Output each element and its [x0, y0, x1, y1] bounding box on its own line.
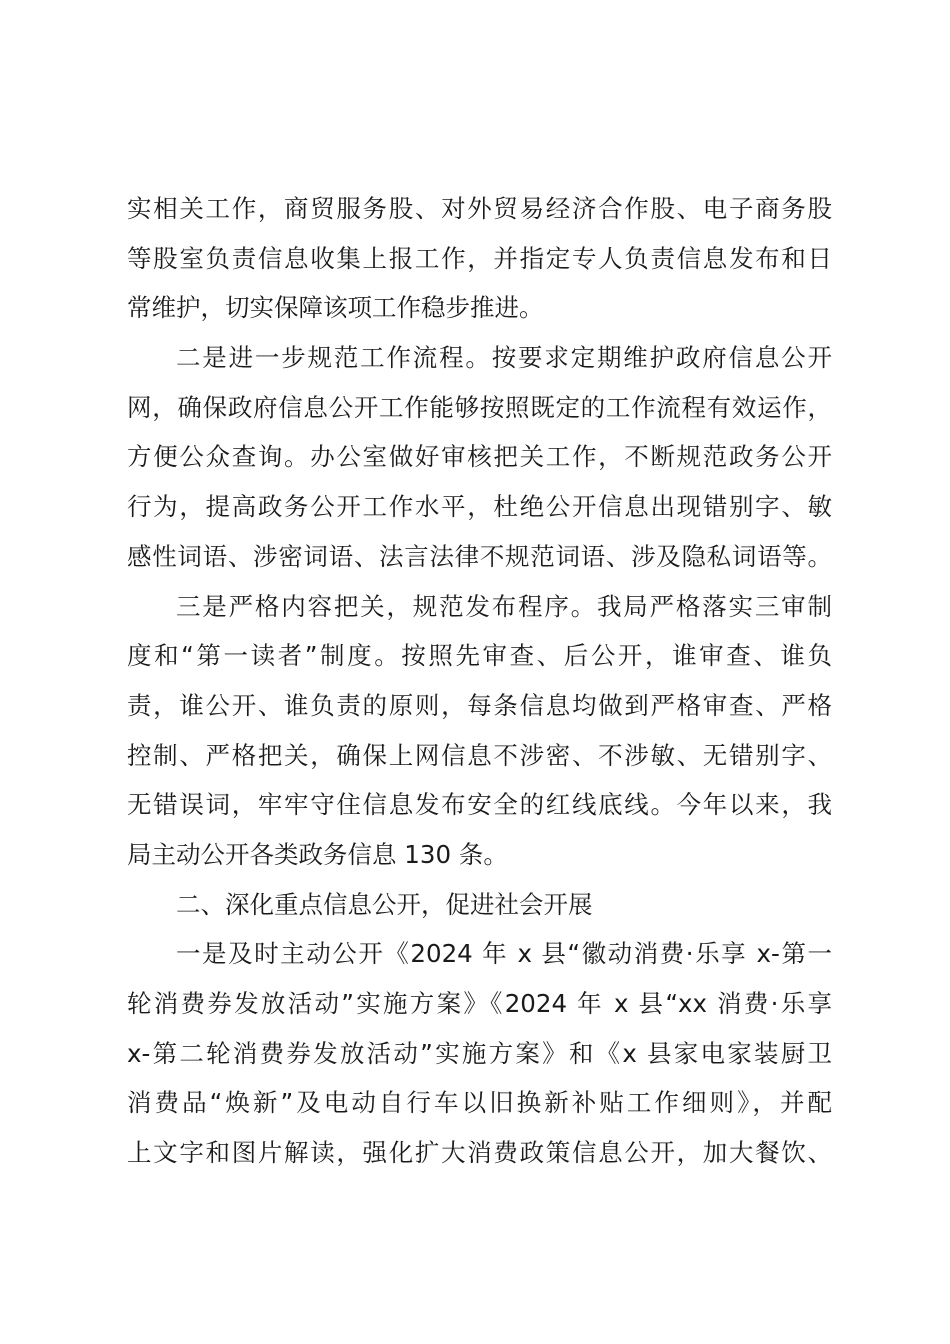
section-heading: 二、深化重点信息公开，促进社会开展 — [176, 889, 593, 919]
text-line: x-第二轮消费券发放活动”实施方案》和《x 县家电家装厨卫 — [127, 1038, 832, 1068]
paragraph-start-line: 三是严格内容把关，规范发布程序。我局严格落实三审制 — [176, 591, 832, 621]
document-body — [127, 184, 832, 1178]
text-line: 轮消费券发放活动”实施方案》《2024 年 x 县“xx 消费·乐享 — [127, 989, 832, 1018]
paragraph-start-line: 一是及时主动公开《2024 年 x 县“徽动消费·乐享 x-第一 — [176, 939, 832, 969]
text-line: 责，谁公开、谁负责的原则，每条信息均做到严格审查、严格 — [127, 690, 832, 720]
text-line: 度和“第一读者”制度。按照先审查、后公开，谁审查、谁负 — [127, 641, 832, 671]
text-line: 常维护，切实保障该项工作稳步推进。 — [127, 293, 544, 323]
text-line: 行为，提高政务公开工作水平，杜绝公开信息出现错别字、敏 — [127, 492, 832, 522]
text-line: 无错误词，牢牢守住信息发布安全的红线底线。今年以来，我 — [127, 790, 832, 820]
text-line: 实相关工作，商贸服务股、对外贸易经济合作股、电子商务股 — [127, 194, 832, 223]
paragraph-start-line: 二是进一步规范工作流程。按要求定期维护政府信息公开 — [176, 343, 832, 373]
text-line: 控制、严格把关，确保上网信息不涉密、不涉敏、无错别字、 — [127, 740, 832, 770]
text-line: 感性词语、涉密词语、法言法律不规范词语、涉及隐私词语等。 — [127, 541, 832, 571]
text-line: 上文字和图片解读，强化扩大消费政策信息公开，加大餐饮、 — [127, 1138, 832, 1168]
text-line: 网，确保政府信息公开工作能够按照既定的工作流程有效运作， — [127, 392, 832, 422]
text-line: 局主动公开各类政务信息 130 条。 — [127, 839, 508, 869]
text-line: 等股室负责信息收集上报工作，并指定专人负责信息发布和日 — [127, 243, 832, 273]
text-line: 消费品“焕新”及电动自行车以旧换新补贴工作细则》，并配 — [127, 1088, 832, 1118]
text-line: 方便公众查询。办公室做好审核把关工作，不断规范政务公开 — [127, 442, 832, 472]
